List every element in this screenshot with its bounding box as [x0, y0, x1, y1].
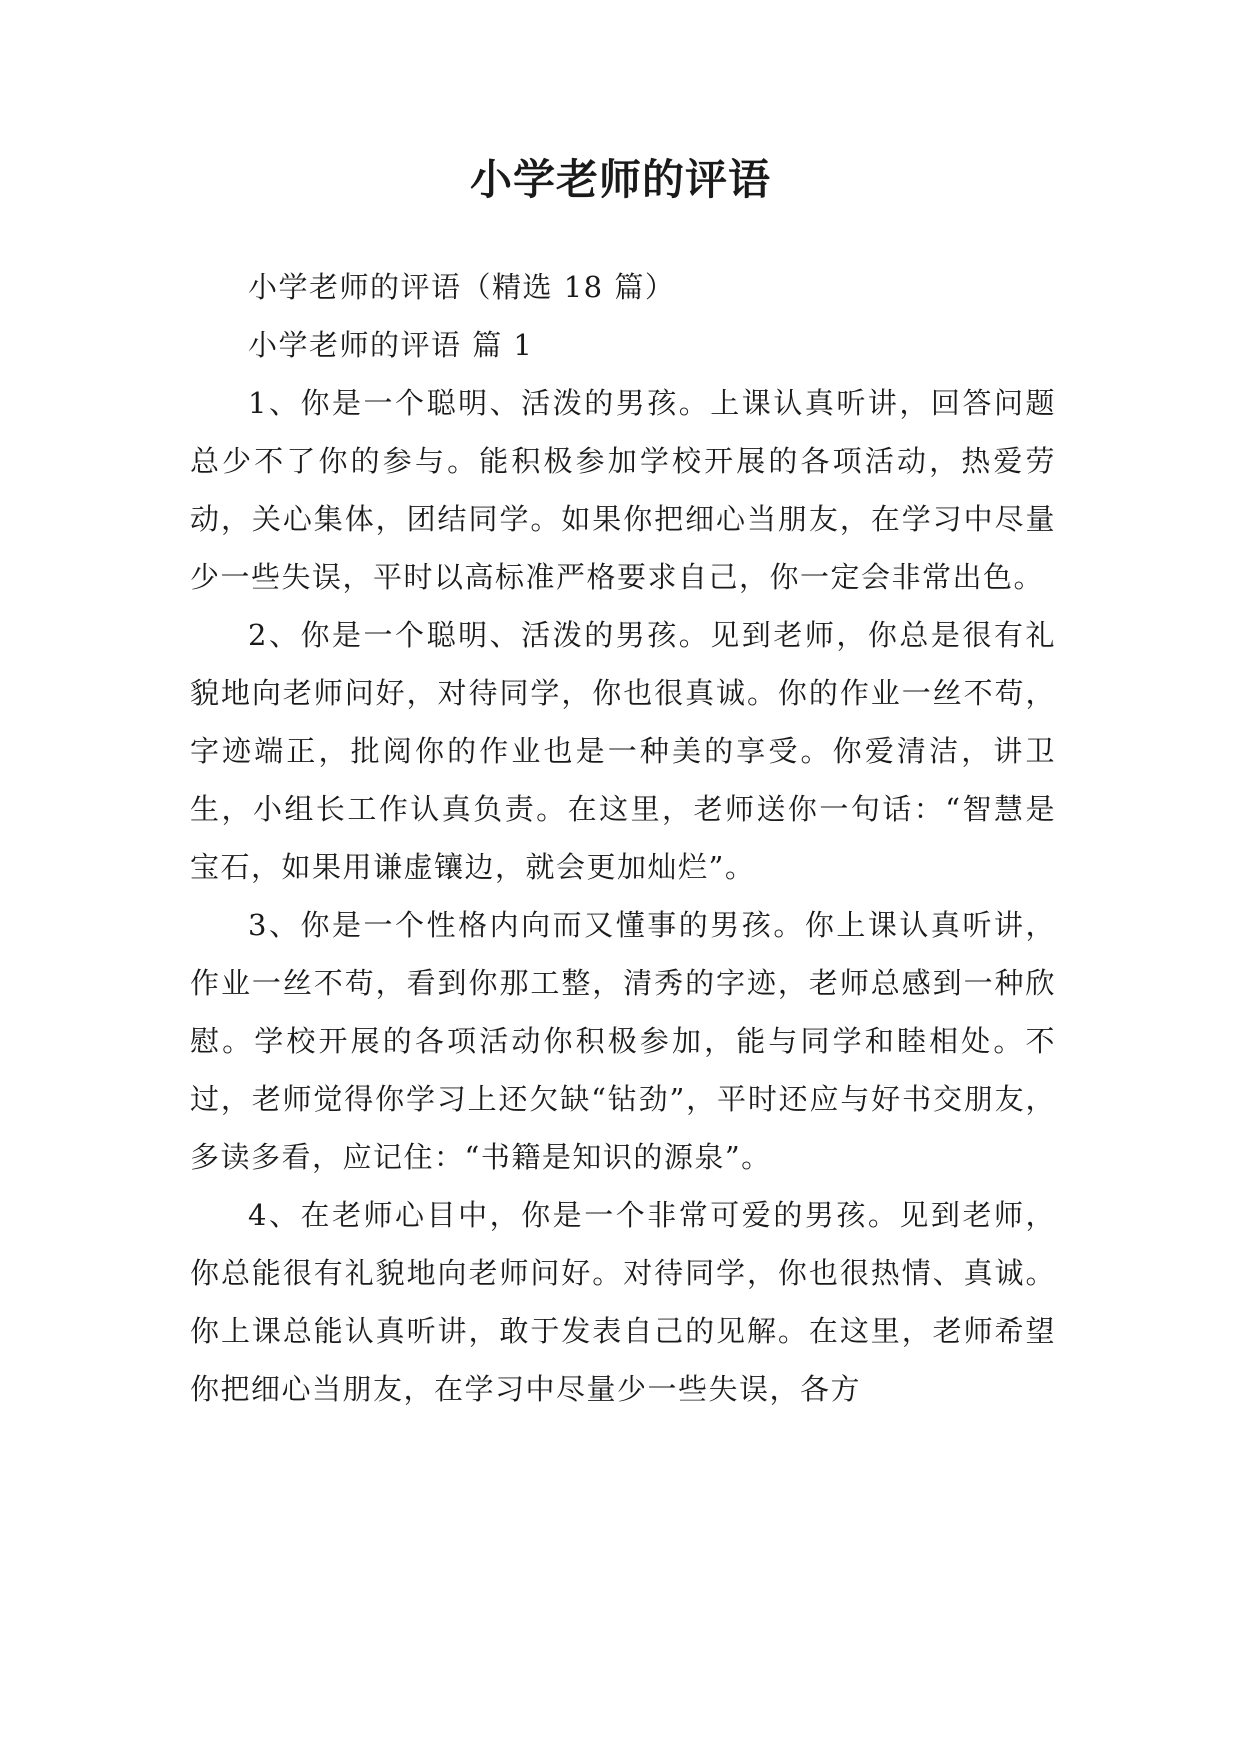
subtitle-line: 小学老师的评语（精选 18 篇） — [248, 270, 676, 304]
comment-paragraph-2: 2、你是一个聪明、活泼的男孩。见到老师，你总是很有礼貌地向老师问好，对待同学，你也很真诚。你的作业一丝不苟，字迹端正，批阅你的作业也是一种美的享受。你爱清洁，讲卫生，小组长工作认真负责。在这里，老师送你一句话：“智慧是宝石，如果用谦虚镶边，就会更加灿烂”。 — [190, 618, 1056, 884]
comment-paragraph-3: 3、你是一个性格内向而又懂事的男孩。你上课认真听讲，作业一丝不苟，看到你那工整，清秀的字迹，老师总感到一种欣慰。学校开展的各项活动你积极参加，能与同学和睦相处。不过，老师觉得你学习上还欠缺“钻劲”，平时还应与好书交朋友，多读多看，应记住：“书籍是知识的源泉”。 — [190, 908, 1056, 1174]
comment-paragraph-1: 1、你是一个聪明、活泼的男孩。上课认真听讲，回答问题总少不了你的参与。能积极参加学校开展的各项活动，热爱劳动，关心集体，团结同学。如果你把细心当朋友，在学习中尽量少一些失误，平时以高标准严格要求自己，你一定会非常出色。 — [190, 386, 1056, 594]
section-heading: 小学老师的评语 篇 1 — [248, 328, 534, 362]
document-title: 小学老师的评语 — [469, 155, 771, 204]
comment-paragraph-4: 4、在老师心目中，你是一个非常可爱的男孩。见到老师，你总能很有礼貌地向老师问好。对待同学，你也很热情、真诚。你上课总能认真听讲，敢于发表自己的见解。在这里，老师希望你把细心当朋友，在学习中尽量少一些失误，各方 — [190, 1198, 1056, 1406]
document-body — [190, 258, 1056, 1418]
